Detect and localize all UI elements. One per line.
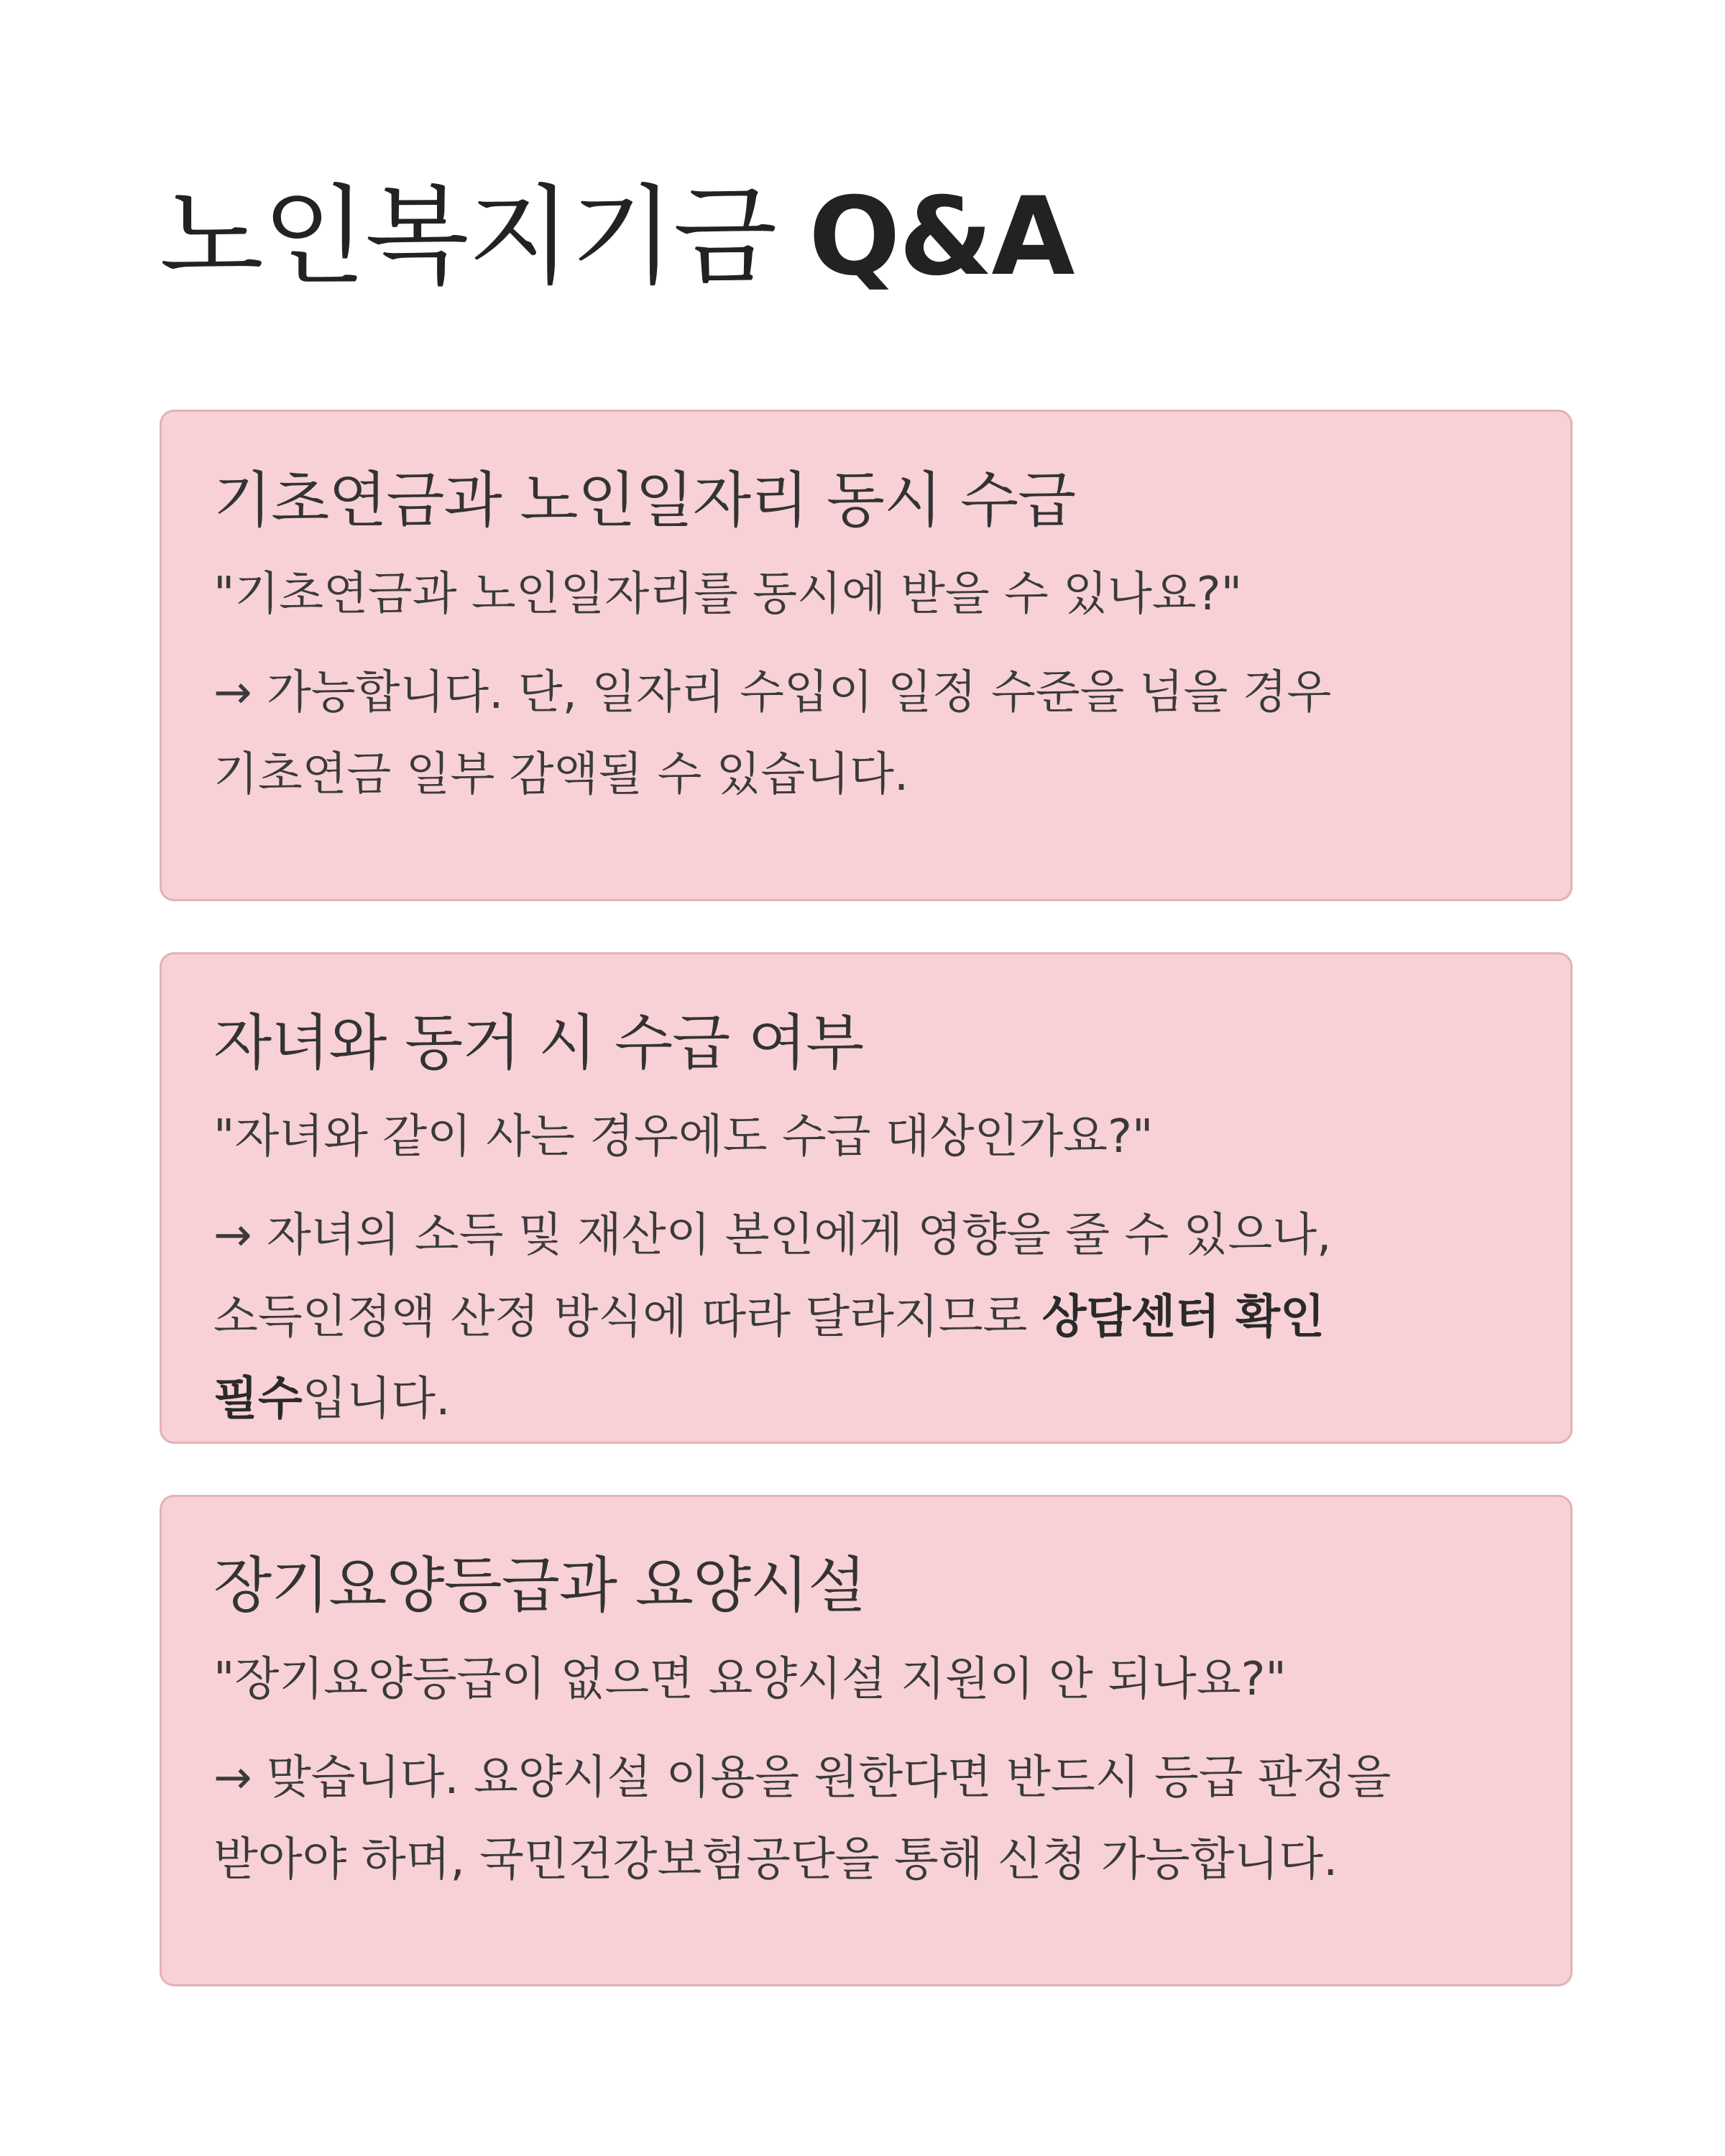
card-title: 자녀와 동거 시 수급 여부 xyxy=(213,1008,864,1078)
qa-card-living-with-children xyxy=(160,952,1573,1444)
card-title: 기초연금과 노인일자리 동시 수급 xyxy=(213,465,1076,535)
qa-card-pension-and-jobs xyxy=(160,410,1573,901)
card-answer xyxy=(213,1194,1522,1440)
page-title-strong: Q&A xyxy=(809,175,1074,300)
card-answer-text-end: 입니다. xyxy=(302,1373,451,1426)
card-answer: → 가능합니다. 단, 일자리 수입이 일정 수준을 넘을 경우 기초연금 일부 감액될 수 있습니다. xyxy=(213,666,1332,801)
card-answer: → 맞습니다. 요양시설 이용을 원한다면 반드시 등급 판정을 받아야 하며, 국민건강보험공단을 통해 신청 가능합니다. xyxy=(213,1751,1392,1886)
card-question: "장기요양등급이 없으면 요양시설 지원이 안 되나요?" xyxy=(213,1653,1287,1706)
card-title: 장기요양등급과 요양시설 xyxy=(213,1550,866,1621)
card-question: "자녀와 같이 사는 경우에도 수급 대상인가요?" xyxy=(213,1110,1154,1164)
card-answer-text: → 자녀의 소득 및 재산이 본인에게 영향을 줄 수 있으나, 소득인정액 산정 방식에 따라 달라지므로 xyxy=(213,1209,1332,1344)
page-title xyxy=(160,165,1573,309)
card-answer-emphasis: 상담센터 확인 필수 xyxy=(213,1291,1325,1426)
qa-page xyxy=(160,165,1573,1886)
page-title-main: 노인복지기금 xyxy=(160,175,776,300)
qa-card-long-term-care xyxy=(160,1495,1573,1986)
card-question: "기초연금과 노인일자리를 동시에 받을 수 있나요?" xyxy=(213,568,1243,621)
